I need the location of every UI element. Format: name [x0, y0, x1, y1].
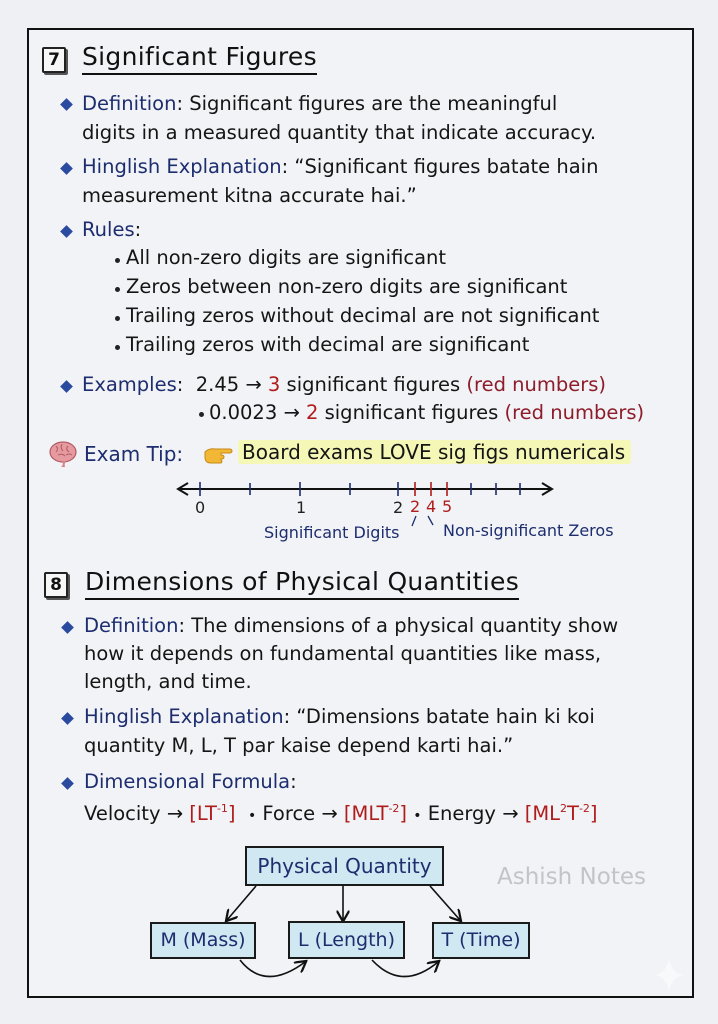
bullet-dot-icon: [115, 345, 120, 350]
arrow-icon: →: [245, 373, 262, 396]
example-text: significant figures: [286, 373, 461, 396]
section-title: Dimensions of Physical Quantities: [85, 567, 519, 600]
arrow-icon: →: [502, 802, 519, 825]
example-note: (red numbers): [504, 401, 645, 424]
definition-text: The dimensions of a physical quantity show: [191, 614, 619, 637]
number-line-label: 0: [195, 498, 206, 517]
rules-term: Rules: [82, 218, 135, 241]
section-number-badge: [44, 572, 68, 598]
flowchart-box-mass: M (Mass): [150, 922, 256, 959]
formula-part: ]: [399, 802, 408, 825]
rule-item: Trailing zeros with decimal are significant: [126, 333, 530, 356]
formula-line: [84, 802, 598, 828]
brain-icon: [48, 440, 78, 468]
formula-force: [344, 802, 407, 825]
bullet-dot-icon: [115, 316, 120, 321]
example-text: significant figures: [324, 401, 499, 424]
formula-exponent: -2: [388, 802, 400, 815]
flowchart-box-time: T (Time): [432, 922, 530, 959]
bullet-dot-icon: [115, 258, 120, 263]
number-line-label: 1: [296, 498, 307, 517]
rule-item: Trailing zeros without decimal are not significant: [126, 304, 600, 327]
separator-dot: •: [247, 808, 257, 824]
highlighted-tip: Board exams LOVE sig figs numericals: [238, 440, 631, 464]
definition-text: Significant figures are the meaningful: [189, 92, 558, 115]
examples-term: Examples: [82, 373, 177, 396]
bullet-dot-icon: [115, 287, 120, 292]
definition-line-2: how it depends on fundamental quantities like mass,: [84, 642, 602, 665]
formula-part: T: [567, 802, 579, 825]
example-value: 2.45: [195, 373, 240, 396]
watermark-text: Ashish Notes: [497, 864, 646, 890]
sparkle-icon: [652, 956, 686, 994]
pointing-hand-icon: [203, 444, 233, 466]
quantity-name: Energy: [427, 802, 496, 825]
section-title: Significant Figures: [82, 42, 317, 75]
hinglish-line-2: measurement kitna accurate hai.”: [82, 184, 417, 207]
number-line-red-label: 4: [426, 497, 437, 516]
hinglish-line-1: Hinglish Explanation: “Dimensions batate hain ki koi: [84, 705, 595, 728]
number-line-red-label: 2: [410, 497, 421, 516]
formula-energy: [525, 802, 598, 825]
example-line-1: Examples: 2.45 → 3 significant figures (red numbers): [82, 373, 607, 396]
flowchart-box-length: L (Length): [288, 921, 405, 959]
hinglish-term: Hinglish Explanation: [84, 705, 284, 728]
example-note: (red numbers): [466, 373, 607, 396]
section-number: 7: [48, 50, 60, 70]
formula-part: [MLT: [343, 802, 389, 825]
quantity-name: Force: [262, 802, 316, 825]
formula-part: ]: [589, 802, 598, 825]
formula-exponent: -1: [216, 802, 228, 815]
definition-line-3: length, and time.: [84, 670, 252, 693]
formula-part: [LT: [189, 802, 217, 825]
arrow-icon: →: [321, 802, 338, 825]
rule-item: Zeros between non-zero digits are significant: [126, 275, 568, 298]
arrow-icon: →: [166, 802, 184, 825]
arrow-icon: →: [283, 401, 300, 424]
formula-exponent: 2: [560, 802, 568, 815]
example-line-2: [209, 401, 644, 425]
number-line-label: 2: [393, 498, 404, 517]
example-value: 0.0023: [209, 401, 278, 424]
formula-part: ]: [227, 802, 236, 825]
hinglish-term: Hinglish Explanation: [82, 155, 282, 178]
definition-line-1: Definition: The dimensions of a physical quantity show: [84, 614, 619, 637]
formula-term: Dimensional Formula: [84, 770, 291, 793]
section-number-badge: [42, 47, 66, 73]
number-line-red-label: 5: [442, 497, 453, 516]
rule-item: All non-zero digits are significant: [126, 246, 447, 269]
quantity-name: Velocity: [84, 802, 161, 825]
number-line: [170, 476, 570, 506]
definition-line-2: digits in a measured quantity that indicate accuracy.: [82, 121, 597, 144]
example-count: 2: [305, 401, 319, 424]
rules-heading: Rules:: [82, 218, 142, 241]
formula-velocity: [189, 802, 235, 825]
hinglish-text: “Dimensions batate hain ki koi: [296, 705, 595, 728]
bullet-dot-icon: [199, 412, 204, 417]
exam-tip-text-label: Exam Tip:: [84, 442, 184, 466]
caption-significant-digits: Significant Digits: [264, 523, 400, 542]
formula-part: [ML: [524, 802, 561, 825]
flowchart-root-box: Physical Quantity: [245, 846, 444, 886]
definition-line-1: Definition: Significant figures are the meaningful: [82, 92, 558, 115]
separator-dot: •: [413, 808, 422, 824]
example-count: 3: [267, 373, 281, 396]
definition-term: Definition: [84, 614, 179, 637]
formula-heading: Dimensional Formula:: [84, 770, 297, 793]
exam-tip-text: [238, 440, 631, 464]
section-number: 8: [50, 575, 62, 595]
caption-non-significant-zeros: Non-significant Zeros: [443, 521, 614, 540]
formula-exponent: -2: [578, 802, 590, 815]
exam-tip-label: [84, 442, 183, 466]
hinglish-line-2: quantity M, L, T par kaise depend karti hai.”: [84, 734, 514, 757]
definition-term: Definition: [82, 92, 177, 115]
hinglish-text: “Significant figures batate hain: [294, 155, 599, 178]
hinglish-line-1: Hinglish Explanation: “Significant figures batate hain: [82, 155, 599, 178]
